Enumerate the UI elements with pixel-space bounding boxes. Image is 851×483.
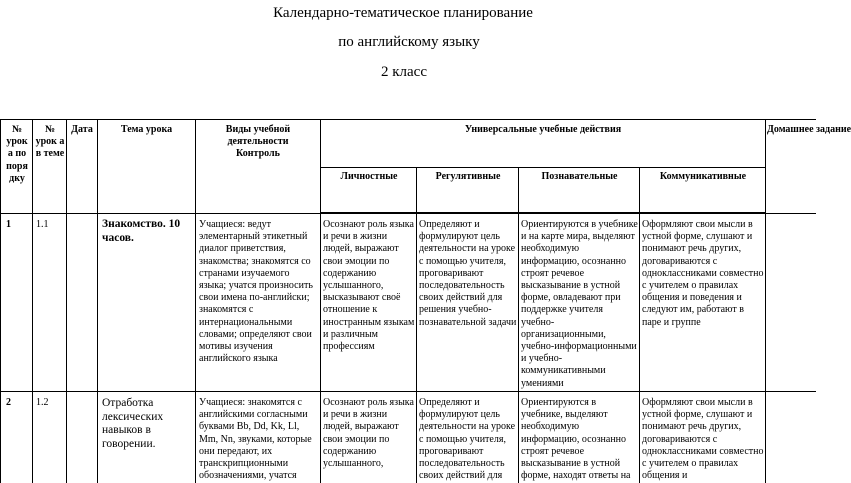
row1-lesson-in-topic: 1.1 (36, 219, 49, 230)
document-title: Календарно-тематическое планирование (273, 5, 533, 21)
header-uud: Универсальные учебные действия (464, 124, 622, 135)
header-lesson-in-topic: № урок а в теме (35, 124, 65, 160)
row2-communicative: Оформляют свои мысли в устной форме, слушают и понимают речь других, договариваются с одноклассниками совместно с учителем о правилах общения и (642, 397, 764, 482)
row1-topic: Знакомство. 10 часов. (102, 218, 181, 244)
row2-activities: Учащиеся: знакомятся с английскими согласными буквами Bb, Dd, Kk, Ll, Mm, Nn, звуками, которые они передают, их транскрипционными обозначениями, учатся (199, 397, 312, 482)
row2-regulatory: Определяют и формулируют цель деятельности на уроке с помощью учителя, проговаривают последовательность своих действий для (419, 397, 516, 482)
row2-lesson-in-topic: 1.2 (36, 397, 49, 408)
row1-personal: Осознают роль языка и речи в жизни людей, выражают свои эмоции по содержанию услышанного, высказывают своё отношение к иностранным языкам и различным профессиям (323, 219, 415, 353)
document-subtitle-grade: 2 класс (381, 64, 427, 80)
header-lesson-number: № урок а по поря дку (6, 124, 28, 184)
row1-number: 1 (6, 219, 11, 230)
row1-cognitive: Ориентируются в учебнике и на карте мира, выделяют необходимую информацию, осознанно строят речевое высказывание в устной форме, овладевают при поддержке учителя учебно-организационными, учебно-информационными и учебно-коммуникативными умениями (521, 219, 638, 389)
document-subtitle-subject: по английскому языку (338, 34, 480, 50)
header-topic: Тема урока (120, 124, 173, 135)
header-activities: Виды учебной деятельности Контроль (225, 124, 291, 160)
row1-communicative: Оформляют свои мысли в устной форме, слушают и понимают речь других, договариваются с одноклассниками совместно с учителем о правилах общения и поведения и следуют им, работают в паре и группе (642, 219, 764, 328)
header-communicative: Коммуникативные (659, 171, 747, 182)
row1-regulatory: Определяют и формулируют цель деятельности на уроке с помощью учителя, проговаривают последовательность своих действий для решения учебно-познавательной задачи (419, 219, 517, 328)
header-personal: Личностные (340, 171, 398, 182)
header-regulatory: Регулятивные (435, 171, 501, 182)
row2-topic: Отработка лексических навыков в говорении. (102, 397, 164, 450)
row2-cognitive: Ориентируются в учебнике, выделяют необходимую информацию, осознанно строят речевое высказывание в устной форме, находят ответы на (521, 397, 631, 482)
header-homework-label: Домашнее задание (767, 124, 851, 135)
row2-personal: Осознают роль языка и речи в жизни людей, выражают свои эмоции по содержанию услышанного, (323, 397, 414, 470)
header-date: Дата (71, 124, 93, 135)
header-cognitive: Познавательные (541, 171, 618, 182)
row2-number: 2 (6, 397, 11, 408)
header-homework (767, 124, 851, 136)
row1-activities: Учащиеся: ведут элементарный этикетный диалог приветствия, знакомства; знакомятся со странами изучаемого языка; учатся произносить свои имена по-английски; знакомятся с интернациональными словами; определяют свои мотивы изучения английского языка (199, 219, 313, 365)
